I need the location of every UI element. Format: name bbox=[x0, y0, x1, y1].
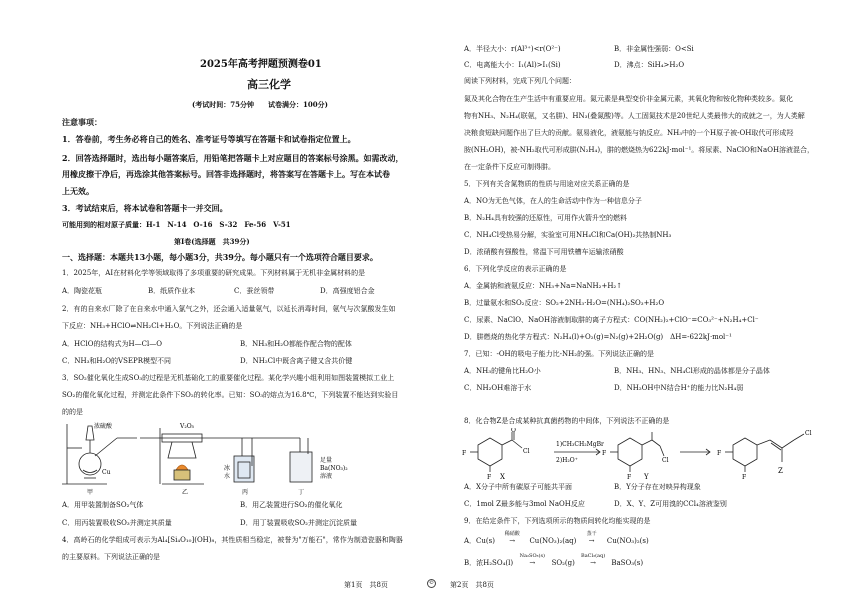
notice-2-cont: 用橡皮擦干净后，再选涂其他答案标号。回答非选择题时，将答案写在答题卡上。写在本试卷 bbox=[62, 169, 390, 179]
label-solution: 溶液 bbox=[320, 473, 333, 480]
q2-stem: 2．有的自来水厂除了在自来水中通入氯气之外，还会通入适量氨气，以延长消毒时间，氨气与次氯酸发生如 bbox=[62, 305, 396, 313]
q9-b-start: B．浓H₂SO₄(l) bbox=[464, 559, 514, 567]
x-chlorine: Cl bbox=[523, 448, 530, 455]
exam-info: (考试时间：75分钟 试卷满分：100分) bbox=[192, 100, 328, 109]
q5-stem: 5．下列有关含氮物质的性质与用途对应关系正确的是 bbox=[464, 180, 630, 188]
label-acid: 浓硫酸 bbox=[94, 423, 113, 430]
q3-apparatus-figure bbox=[62, 418, 412, 496]
exam-subtitle: 高三化学 bbox=[247, 78, 291, 91]
q5-option-b[interactable]: B．N₂H₄具有较强的还原性，可用作火箭升空的燃料 bbox=[464, 214, 627, 222]
passage-line-2: 物有NH₃、N₂H₄(联氨，又名肼)、HN₃(叠氮酸)等。人工固氮技术是20世纪人类最伟大的成就之一，为人类解 bbox=[464, 112, 805, 120]
label-yi: 乙 bbox=[182, 489, 189, 496]
label-ding: 丁 bbox=[298, 489, 305, 496]
passage-intro: 阅读下列材料，完成下列几个问题： bbox=[464, 77, 576, 85]
q7-option-d[interactable]: D．NH₂OH中N结合H⁺的能力比N₂H₄弱 bbox=[614, 384, 744, 392]
q9-a-start: A．Cu(s) bbox=[464, 537, 495, 545]
q7-option-b[interactable]: B．NH₃、HN₃、NH₄Cl形成的晶体都是分子晶体 bbox=[614, 367, 770, 375]
q6-option-c[interactable]: C．尿素、NaClO、NaOH溶液制取肼的离子方程式：CO(NH₂)₂+ClO⁻=CO₃²⁻+N₂H₄+Cl⁻ bbox=[464, 316, 759, 324]
q9-b-cond-1: Na₂SO₃(s) bbox=[519, 553, 546, 559]
q4-option-a[interactable]: A．半径大小：r(Al³⁺)<r(O²⁻) bbox=[464, 45, 561, 53]
x-oxygen: O bbox=[511, 428, 516, 434]
q6-option-d[interactable]: D．肼燃烧的热化学方程式：N₂H₄(l)+O₂(g)=N₂(g)+2H₂O(g) ΔH=-622kJ·mol⁻¹ bbox=[464, 333, 732, 341]
q3-option-c[interactable]: C．用丙装置吸收SO₃并测定其质量 bbox=[62, 519, 172, 527]
label-enough: 足量 bbox=[320, 457, 333, 464]
y-fluorine-1: F bbox=[602, 450, 607, 457]
q5-option-c[interactable]: C．NH₄Cl受热易分解，实验室可用NH₄Cl和Ca(OH)₂共热制NH₃ bbox=[464, 231, 672, 239]
q1-option-b[interactable]: B．纸质作业本 bbox=[148, 287, 196, 295]
q4-option-c[interactable]: C．电离能大小：I₁(Al)>I₁(Si) bbox=[464, 61, 561, 69]
exam-title: 2025年高考押题预测卷01 bbox=[200, 59, 322, 70]
q7-option-c[interactable]: C．NH₂OH难溶于水 bbox=[464, 384, 532, 392]
q9-b-end: BaSO₃(s) bbox=[611, 559, 644, 567]
label-bano3: Ba(NO₃)₂ bbox=[320, 465, 348, 472]
left-page-footer: 第1页 共8页 bbox=[344, 581, 388, 589]
notice-2-end: 上无效。 bbox=[62, 186, 94, 196]
notice-3: 3．考试结束后，将本试卷和答题卡一并交回。 bbox=[62, 203, 228, 213]
passage-line-5: 在一定条件下反应可制得肼。 bbox=[464, 163, 555, 171]
q9-b-arrow-1: Na₂SO₃(s) → bbox=[515, 559, 549, 568]
q2-option-a[interactable]: A．HClO的结构式为H—Cl—O bbox=[62, 340, 162, 348]
part-one-heading: 一、选择题：本题共13小题，每小题3分，共39分。每小题只有一个选项符合题目要求。 bbox=[62, 252, 378, 262]
z-fluorine-2: F bbox=[742, 474, 747, 481]
q3-stem-end: 的的是 bbox=[62, 408, 83, 416]
q4-option-d[interactable]: D．沸点：SiH₄>H₂O bbox=[614, 61, 685, 69]
q1-option-d[interactable]: D．高强度铝合金 bbox=[320, 287, 375, 295]
q8-option-b[interactable]: B．Y分子存在对映异构现象 bbox=[614, 483, 701, 491]
z-fluorine-1: F bbox=[717, 450, 722, 457]
q5-option-a[interactable]: A．NO为无色气体，在人的生命活动中作为一种信息分子 bbox=[464, 197, 642, 205]
q2-option-c[interactable]: C．NH₃和H₂O的VSEPR模型不同 bbox=[62, 357, 171, 365]
passage-line-3: 决粮食短缺问题作出了巨大的贡献。氨易液化，液氨能与钠反应。NH₃中的一个H原子被-OH取代可形成羟 bbox=[464, 129, 794, 137]
q9-a-arrow-1: 稀硝酸 → bbox=[497, 537, 527, 546]
label-jia: 甲 bbox=[87, 489, 94, 496]
q9-a-arrow-2: 蒸干 → bbox=[579, 537, 605, 546]
right-page-footer: 第2页 共8页 bbox=[450, 581, 494, 589]
atomic-masses: 可能用到的相对原子质量：H-1 N-14 O-16 S-32 Fe-56 V-51 bbox=[62, 220, 291, 229]
center-mark: © bbox=[429, 580, 434, 586]
q3-option-a[interactable]: A．用甲装置制备SO₂气体 bbox=[62, 501, 144, 509]
q9-option-a[interactable] bbox=[464, 531, 649, 546]
reagent-1: 1)CH₃CH₂MgBr bbox=[556, 441, 604, 448]
y-fluorine-2: F bbox=[627, 474, 632, 481]
label-z: Z bbox=[778, 467, 783, 475]
q8-option-c[interactable]: C．1mol Z最多能与3mol NaOH反应 bbox=[464, 500, 585, 508]
reagent-2: 2)H₂O⁺ bbox=[556, 457, 578, 464]
apparatus-yi bbox=[140, 428, 222, 484]
q9-a-mid: Cu(NO₃)₂(aq) bbox=[529, 537, 577, 545]
q2-option-d[interactable]: D．NH₂Cl中既含离子键又含共价键 bbox=[240, 357, 353, 365]
right-page bbox=[430, 0, 860, 608]
q4-option-b[interactable]: B．非金属性强弱：O<Si bbox=[614, 45, 694, 53]
x-fluorine-1: F bbox=[462, 450, 467, 457]
q3-option-d[interactable]: D．用丁装置吸收SO₂并测定沉淀质量 bbox=[240, 519, 357, 527]
q4-stem: 4．高岭石的化学组成可表示为Al₄[Si₄O₁₀](OH)₈，其性质相当稳定，被誉为"万能石"，常作为制造瓷器和陶器 bbox=[62, 536, 403, 544]
q9-option-b[interactable] bbox=[464, 553, 644, 568]
q9-b-cond-2: BaCl₂(aq) bbox=[581, 553, 606, 559]
x-fluorine-2: F bbox=[487, 474, 492, 481]
notice-heading: 注意事项： bbox=[62, 117, 102, 127]
q3-stem: 3．SO₂催化氧化生成SO₃的过程是无机基础化工的重要催化过程。某化学兴趣小组利用如图装置模拟工业上 bbox=[62, 374, 395, 382]
y-benzene-ring bbox=[618, 438, 642, 466]
apparatus-ding bbox=[262, 438, 312, 482]
q3-stem-cont: SO₂的催化氧化过程，并测定此条件下SO₂的转化率。已知：SO₃的熔点为16.8℃，下列装置不能达到实验目 bbox=[62, 391, 399, 399]
notice-1: 1．答卷前，考生务必将自己的姓名、准考证号等填写在答题卡和试卷指定位置上。 bbox=[62, 134, 356, 144]
q9-stem: 9．在给定条件下，下列选项所示的物质间转化均能实现的是 bbox=[464, 517, 651, 525]
q9-a-end: Cu(NO₃)₂(s) bbox=[606, 537, 649, 545]
z-benzene-ring bbox=[733, 438, 757, 466]
q7-option-a[interactable]: A．NH₃的键角比H₂O小 bbox=[464, 367, 541, 375]
q9-a-cond-1: 稀硝酸 bbox=[504, 531, 520, 537]
q9-a-cond-2: 蒸干 bbox=[586, 531, 597, 537]
q7-stem: 7．已知：-OH的吸电子能力比-NH₂的强。下列说法正确的是 bbox=[464, 350, 655, 358]
label-bing: 丙 bbox=[242, 489, 249, 496]
q2-option-b[interactable]: B．NH₃和H₂O都能作配合物的配体 bbox=[240, 340, 352, 348]
q8-reaction-scheme bbox=[460, 428, 840, 482]
label-v2o5: V₂O₅ bbox=[180, 423, 195, 430]
q8-stem: 8．化合物Z是合成某种抗真菌药物的中间体，下列说法不正确的是 bbox=[464, 417, 670, 425]
passage-line-4: 胺(NH₂OH)，被-NH₂取代可形成肼(N₂H₄)，肼的燃烧热为622kJ·mol⁻¹。将尿素、NaClO和NaOH溶液混合， bbox=[464, 146, 815, 154]
q2-stem-cont: 下反应：NH₃+HClO⇌NH₂Cl+H₂O。下列说法正确的是 bbox=[62, 322, 243, 330]
q6-option-b[interactable]: B．过量氨水和SO₂反应：SO₂+2NH₃·H₂O=(NH₄)₂SO₃+H₂O bbox=[464, 299, 665, 307]
section-title: 第Ⅰ卷(选择题 共39分) bbox=[174, 237, 250, 246]
z-chlorine: Cl bbox=[805, 430, 812, 437]
label-y: Y bbox=[644, 473, 649, 481]
q3-option-b[interactable]: B．用乙装置进行SO₂的催化氧化 bbox=[240, 501, 343, 509]
q8-option-d[interactable]: D．X、Y、Z可用溴的CCl₄溶液鉴别 bbox=[614, 500, 727, 508]
q4-stem-cont: 的主要原料。下列说法正确的是 bbox=[62, 553, 160, 561]
q1-stem: 1．2025年，AI在材料化学等领域取得了多项重要的研究成果。下列材料属于无机非金属材料的是 bbox=[62, 269, 366, 277]
label-ice: 冰 bbox=[224, 465, 231, 472]
label-cu: Cu bbox=[102, 469, 111, 476]
q6-option-a[interactable]: A．金属钠和液氨反应：NH₃+Na=NaNH₂+H₂↑ bbox=[464, 282, 623, 290]
q8-option-a[interactable]: A．X分子中所有碳原子可能共平面 bbox=[464, 483, 573, 491]
notice-2: 2．回答选择题时，选出每小题答案后，用铅笔把答题卡上对应题目的答案标号涂黑。如需改动， bbox=[62, 153, 404, 163]
passage-line-1: 氮及其化合物在生产生活中有重要应用。氮元素是典型变价非金属元素，其氧化物和铵化物种类较多。氮化 bbox=[464, 95, 793, 103]
q5-option-d[interactable]: D．浓硝酸有强酸性，常温下可用铁槽车运输浓硝酸 bbox=[464, 248, 624, 256]
x-benzene-ring bbox=[478, 438, 502, 466]
label-x: X bbox=[500, 473, 505, 481]
q9-b-arrow-2: BaCl₂(aq) → bbox=[577, 559, 609, 568]
q6-stem: 6．下列化学反应的表示正确的是 bbox=[464, 265, 567, 273]
label-water: 水 bbox=[224, 473, 231, 480]
q1-option-c[interactable]: C．蚕丝领带 bbox=[234, 287, 275, 295]
q1-option-a[interactable]: A．陶瓷花瓶 bbox=[62, 287, 103, 295]
q9-b-mid: SO₂(g) bbox=[551, 559, 575, 567]
y-chlorine: Cl bbox=[662, 457, 669, 464]
apparatus-jia bbox=[62, 424, 137, 484]
